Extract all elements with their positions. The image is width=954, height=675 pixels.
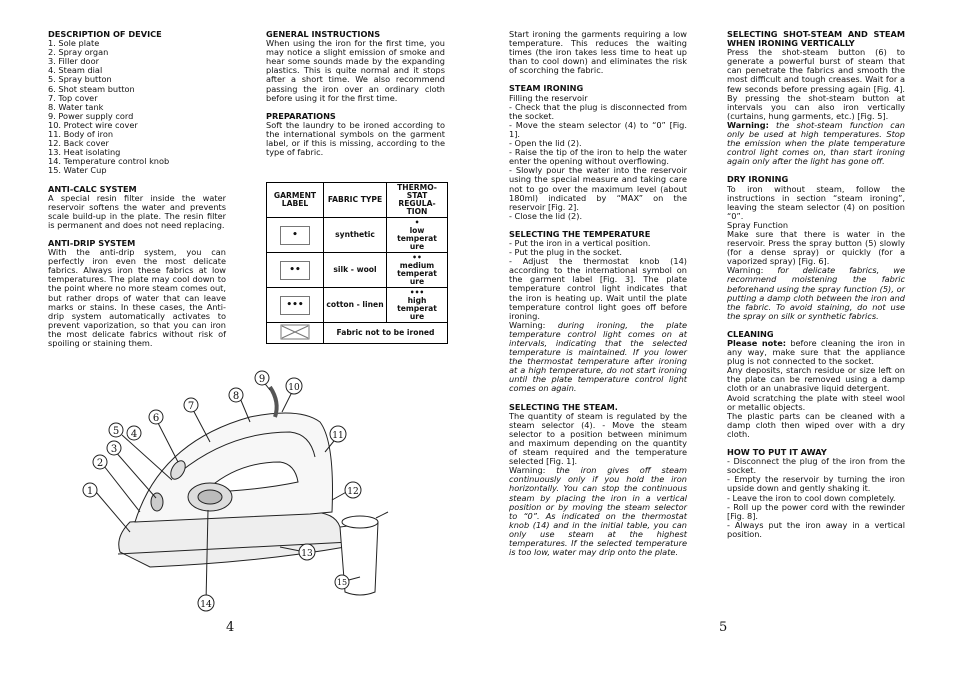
antidrip-text: With the anti-drip system, you can perfectly iron even the most delicate fabrics. Always iron these fabrics at low temperatures. The plate may cool down to the point where no more steam comes out, but rather drops of water that can leave marks or stains. In these cases, the Anti-drip system automatically activates to prevent vaporization, so that you can iron the most delicate fabrics without risk of spoiling or staining them. xyxy=(48,247,226,348)
part-item: 14. Temperature control knob xyxy=(48,156,170,167)
svg-text:3: 3 xyxy=(110,444,118,455)
callout-6 xyxy=(149,410,163,424)
part-item: 6. Shot steam button xyxy=(48,83,135,94)
column-2 xyxy=(266,30,445,157)
table-row xyxy=(267,218,448,253)
callout-4 xyxy=(127,426,141,440)
antidrip-title: ANTI-DRIP SYSTEM xyxy=(48,237,136,248)
thermostat-cell: •• medium temperat ure xyxy=(387,253,448,288)
cleaning-title: CLEANING xyxy=(727,328,774,339)
not-ironed-label: Fabric not to be ironed xyxy=(324,323,448,344)
svg-text:14: 14 xyxy=(200,600,212,610)
anticalc-text: A special resin filter inside the water reservoir softens the water and prevents scale build-up in the plate. The resin filter is permanent and does not need replacing. xyxy=(48,192,226,230)
steam-subtitle: Filling the reservoir xyxy=(509,92,588,103)
temperature-step: - Adjust the thermostat knob (14) according to the international symbol on the garment label [Fig. 3]. The plate temperature control light indicates that the iron is heating up. Wait until the plate temperature control light goes off before ironing. xyxy=(509,256,687,321)
steam-step: - Open the lid (2). xyxy=(509,138,582,149)
table-header: GARMENT LABEL xyxy=(267,183,324,218)
garment-label-icon: • xyxy=(280,226,310,245)
temperature-warning: Warning: during ironing, the plate temperature control light comes on at intervals, indicating that the selected temperature is maintained. If you lower the thermostat temperature after ironing at a high temperature, do not start ironing until the plate temperature control light comes on again. xyxy=(509,319,688,394)
fabric-type: cotton - linen xyxy=(324,288,387,323)
callout-14 xyxy=(198,595,214,611)
callout-12 xyxy=(345,482,361,498)
svg-text:8: 8 xyxy=(232,391,240,402)
svg-text:7: 7 xyxy=(187,401,195,412)
garment-label-icon: •• xyxy=(280,261,310,280)
put-away-step: - Empty the reservoir by turning the iron upside down and gently shaking it. xyxy=(727,474,905,494)
part-item: 10. Protect wire cover xyxy=(48,119,138,130)
steam-step: - Close the lid (2). xyxy=(509,210,583,221)
page-number-left: 4 xyxy=(226,620,235,635)
part-item: 12. Back cover xyxy=(48,138,109,149)
table-row xyxy=(267,323,448,344)
part-item: 1. Sole plate xyxy=(48,38,100,49)
svg-text:13: 13 xyxy=(301,549,313,559)
column-1 xyxy=(48,30,226,348)
part-item: 15. Water Cup xyxy=(48,165,107,176)
put-away-step: - Roll up the power cord with the rewinder [Fig. 8]. xyxy=(727,501,905,521)
general-text: When using the iron for the first time, you may notice a slight emission of smoke and hear some sounds made by the expanding plastics. This is quite normal and it stops after a short time. We also recommend passing the iron over an ordinary cloth before using it for the first time. xyxy=(266,38,445,103)
callout-9 xyxy=(255,371,269,385)
put-away-step: - Always put the iron away in a vertical position. xyxy=(727,519,905,539)
callout-15 xyxy=(335,575,349,589)
cleaning-text: The plastic parts can be cleaned with a damp cloth then wiped over with a dry cloth. xyxy=(727,410,905,439)
part-item: 11. Body of iron xyxy=(48,129,114,140)
svg-text:9: 9 xyxy=(258,374,266,385)
part-item: 3. Filler door xyxy=(48,56,99,67)
part-item: 4. Steam dial xyxy=(48,65,103,76)
put-away-title: HOW TO PUT IT AWAY xyxy=(727,447,827,458)
steam-step: - Raise the tip of the iron to help the water enter the opening without overflowing. xyxy=(509,147,687,167)
fabric-type: synthetic xyxy=(324,218,387,253)
svg-text:11: 11 xyxy=(332,431,344,441)
select-steam-warning: Warning: the iron gives off steam continuously only if you hold the iron horizontally. You can stop the continuous steam by placing the iron in a vertical position or by moving the steam selector to “0”. As indicated on the thermostat knob (14) and in the initial table, you can only use steam at the highest temperatures. If the selected temperature is too low, water may drip onto the plate. xyxy=(509,465,687,558)
preparations-text: Soft the laundry to be ironed according to the international symbols on the garment label, or if this is missing, according to the type of fabric. xyxy=(266,119,445,158)
dry-ironing-title: DRY IRONING xyxy=(727,174,789,185)
dry-ironing-text: To iron without steam, follow the instructions in section “steam ironing”, leaving the steam selector (4) on position “0”. xyxy=(727,183,905,221)
steam-step: - Check that the plug is disconnected from the socket. xyxy=(509,101,687,121)
thermostat-cell: • low temperat ure xyxy=(387,218,448,253)
callout-3 xyxy=(107,441,121,455)
put-away-step: - Disconnect the plug of the iron from the socket. xyxy=(727,456,905,476)
svg-text:15: 15 xyxy=(336,578,348,587)
callout-2 xyxy=(93,455,107,469)
iron-body xyxy=(135,413,333,522)
part-item: 7. Top cover xyxy=(48,92,98,103)
part-item: 5. Spray button xyxy=(48,74,112,85)
intro-text: Start ironing the garments requiring a low temperature. This reduces the waiting times (the iron takes less time to heat up than to cool down) and eliminates the risk of scorching the fabric. xyxy=(509,29,687,76)
shot-steam-title: SELECTING SHOT-STEAM AND STEAM WHEN IRONING VERTICALLY xyxy=(727,29,905,49)
put-away-step: - Leave the iron to cool down completely. xyxy=(727,492,896,503)
cleaning-text: Avoid scratching the plate with steel wool or metallic objects. xyxy=(727,392,905,412)
column-4 xyxy=(727,30,905,539)
svg-text:10: 10 xyxy=(288,383,300,393)
device-title: DESCRIPTION OF DEVICE xyxy=(48,29,162,39)
svg-text:4: 4 xyxy=(130,429,138,440)
cleaning-note: Please note: before cleaning the iron in any way, make sure that the appliance plug is not connected to the socket. xyxy=(727,338,905,367)
part-item: 13. Heat isolating xyxy=(48,147,121,158)
callout-13 xyxy=(299,544,315,560)
table-row xyxy=(267,288,448,323)
anticalc-title: ANTI-CALC SYSTEM xyxy=(48,183,137,194)
fabric-table xyxy=(266,182,448,344)
garment-label-icon: ••• xyxy=(280,296,310,315)
select-steam-title: SELECTING THE STEAM. xyxy=(509,401,618,412)
part-item: 2. Spray organ xyxy=(48,47,109,58)
callout-10 xyxy=(286,378,302,394)
steam-step: - Move the steam selector (4) to “0” [Fig. 1]. xyxy=(509,119,687,139)
callout-8 xyxy=(229,388,243,402)
thermostat-cell: ••• high temperat ure xyxy=(387,288,448,323)
svg-text:5: 5 xyxy=(112,426,120,437)
general-title: GENERAL INSTRUCTIONS xyxy=(266,29,381,39)
cleaning-text: Any deposits, starch residue or size left on the plate can be removed using a damp cloth or an unabrasive liquid detergent. xyxy=(727,365,905,394)
temperature-step: - Put the plug in the socket. xyxy=(509,247,623,258)
callout-11 xyxy=(330,426,346,442)
do-not-iron-icon xyxy=(280,324,310,340)
shot-steam-warning: Warning: the shot-steam function can only be used at high temperatures. Stop the emission when the plate temperature control light comes on, than start ironing again only after the light has gone off. xyxy=(727,119,905,167)
svg-text:1: 1 xyxy=(86,486,94,497)
spray-warning: Warning: for delicate fabrics, we recommend moistening the fabric beforehand using the spray function (5), or putting a damp cloth between the iron and the fabric. To avoid staining, do not use the spray on silk or synthetic fabrics. xyxy=(727,265,905,321)
callout-7 xyxy=(184,398,198,412)
steam-ironing-title: STEAM IRONING xyxy=(509,83,584,94)
shot-steam-text: Press the shot-steam button (6) to generate a powerful burst of steam that can penetrate the fabrics and smooth the most difficult and tough creases. Wait for a few seconds before pressing again [Fig. 4]. By pressing the shot-steam button at intervals you can also iron vertically (curtains, hung garments, etc.) [Fig. 5]. xyxy=(727,47,905,121)
steam-step: - Slowly pour the water into the reservoir using the special measure and taking care not to go over the maximum level (about 180ml) indicated by “MAX” on the reservoir [Fig. 2]. xyxy=(509,165,687,212)
part-item: 9. Power supply cord xyxy=(48,110,134,121)
table-header: THERMO-STAT REGULA-TION xyxy=(387,183,448,218)
temperature-title: SELECTING THE TEMPERATURE xyxy=(509,228,651,239)
page-number-right: 5 xyxy=(719,620,728,635)
callout-1 xyxy=(83,483,97,497)
table-header-row xyxy=(267,183,448,218)
preparations-title: PREPARATIONS xyxy=(266,110,336,121)
spray-subtitle: Spray Function xyxy=(727,219,789,230)
part-item: 8. Water tank xyxy=(48,101,104,112)
callout-5 xyxy=(109,423,123,437)
svg-text:6: 6 xyxy=(152,413,160,424)
column-3 xyxy=(509,30,687,557)
fabric-type: silk - wool xyxy=(324,253,387,288)
iron-diagram xyxy=(60,362,400,612)
select-steam-text: The quantity of steam is regulated by the steam selector (4). - Move the steam selector to a position between minimum and maximum depending on the quantity of steam required and the temperature selected [Fig. 1]. xyxy=(509,410,687,467)
table-row xyxy=(267,253,448,288)
table-header: FABRIC TYPE xyxy=(324,183,387,218)
svg-text:12: 12 xyxy=(347,487,359,497)
svg-text:2: 2 xyxy=(96,458,104,469)
spray-text: Make sure that there is water in the reservoir. Press the spray button (5) slowly (for a dense spray) or quickly (for a vaporized spray) [Fig. 6]. xyxy=(727,228,905,267)
temperature-step: - Put the iron in a vertical position. xyxy=(509,237,651,248)
